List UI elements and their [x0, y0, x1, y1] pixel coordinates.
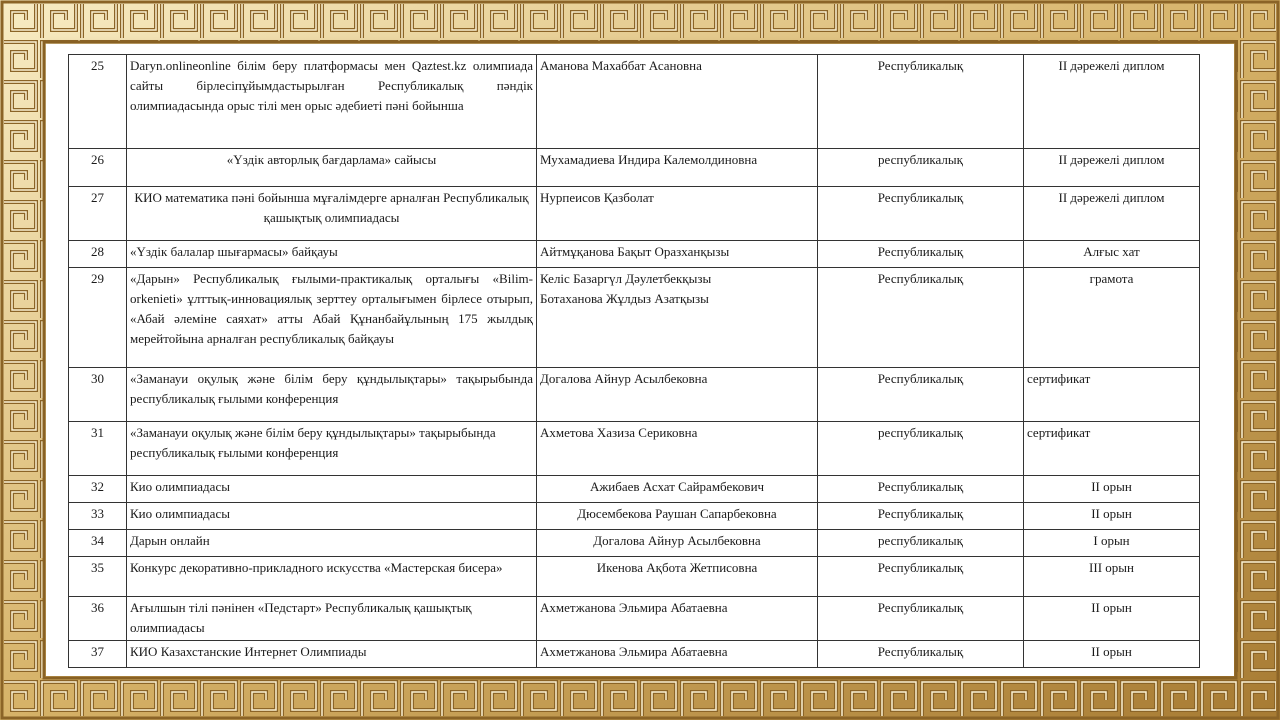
participant-name: Догалова Айнур Асылбековна	[537, 530, 818, 557]
award-result: II орын	[1024, 597, 1200, 641]
row-number: 37	[69, 641, 127, 668]
event-name: Дарын онлайн	[127, 530, 537, 557]
participant-name: Догалова Айнур Асылбековна	[537, 368, 818, 422]
event-name: Конкурс декоративно-прикладного искусства «Мастерская бисера»	[127, 557, 537, 597]
award-result: I орын	[1024, 530, 1200, 557]
participant-name: Келіс Базаргүл Дәулетбекқызы	[540, 271, 712, 286]
event-level: республикалық	[818, 422, 1024, 476]
event-name: «Заманауи оқулық және білім беру құндылықтары» тақырыбында республикалық ғылыми конференция	[127, 368, 537, 422]
award-result: II дәрежелі диплом	[1024, 55, 1200, 149]
event-level: Республикалық	[818, 476, 1024, 503]
event-name: «Үздік авторлық бағдарлама» сайысы	[127, 149, 537, 187]
row-number: 36	[69, 597, 127, 641]
event-name: Кио олимпиадасы	[127, 503, 537, 530]
row-number: 30	[69, 368, 127, 422]
event-level: Республикалық	[818, 187, 1024, 241]
event-level: республикалық	[818, 149, 1024, 187]
award-result: сертификат	[1024, 368, 1200, 422]
award-result: сертификат	[1024, 422, 1200, 476]
row-number: 33	[69, 503, 127, 530]
event-level: Республикалық	[818, 557, 1024, 597]
participant-name: Икенова Ақбота Жетписовна	[537, 557, 818, 597]
table-row	[69, 149, 1200, 187]
table-row	[69, 422, 1200, 476]
event-level: Республикалық	[818, 641, 1024, 668]
row-number: 34	[69, 530, 127, 557]
event-name: Кио олимпиадасы	[127, 476, 537, 503]
table-row	[69, 368, 1200, 422]
participant-name: Дюсембекова Раушан Сапарбековна	[537, 503, 818, 530]
award-result: Алғыс хат	[1024, 241, 1200, 268]
award-result: II дәрежелі диплом	[1024, 187, 1200, 241]
table-row	[69, 55, 1200, 149]
table-row	[69, 641, 1200, 668]
row-number: 27	[69, 187, 127, 241]
event-level: Республикалық	[818, 503, 1024, 530]
row-number: 26	[69, 149, 127, 187]
row-number: 31	[69, 422, 127, 476]
participant-name: Ахметжанова Эльмира Абатаевна	[537, 597, 818, 641]
table-row	[69, 557, 1200, 597]
table-row	[69, 241, 1200, 268]
event-name: КИО математика пәні бойынша мұғалімдерге арналған Республикалық қашықтық олимпиадасы	[127, 187, 537, 241]
row-number: 35	[69, 557, 127, 597]
row-number: 25	[69, 55, 127, 149]
event-name: Ағылшын тілі пәнінен «Педстарт» Республикалық қашықтық олимпиадасы	[127, 597, 537, 641]
event-name: Daryn.onlineonline білім беру платформасы мен Qaztest.kz олимпиада сайты бірлесіпұйымдастырылған Республикалық пәндік олимпиадасында орыс тілі мен орыс әдебиеті пәні бойынша	[127, 55, 537, 149]
participant-name: Ажибаев Асхат Сайрамбекович	[537, 476, 818, 503]
event-level: Республикалық	[818, 241, 1024, 268]
participant-name: Ботаханова Жұлдыз Азатқызы	[540, 291, 709, 306]
table-row	[69, 187, 1200, 241]
row-number: 28	[69, 241, 127, 268]
participant-name: Айтмұқанова Бақыт Оразханқызы	[537, 241, 818, 268]
event-name: «Заманауи оқулық және білім беру құндылықтары» тақырыбында республикалық ғылыми конференция	[127, 422, 537, 476]
event-level: Республикалық	[818, 597, 1024, 641]
table-row	[69, 503, 1200, 530]
award-result: II орын	[1024, 503, 1200, 530]
participant-name: Мухамадиева Индира Калемолдиновна	[537, 149, 818, 187]
row-number: 29	[69, 268, 127, 368]
participant-name: Ахметжанова Эльмира Абатаевна	[537, 641, 818, 668]
participant-name: Аманова Махаббат Асановна	[537, 55, 818, 149]
table-row	[69, 476, 1200, 503]
table-row	[69, 530, 1200, 557]
event-level: Республикалық	[818, 368, 1024, 422]
award-result: грамота	[1024, 268, 1200, 368]
event-level: Республикалық	[818, 55, 1024, 149]
event-name: «Дарын» Республикалық ғылыми-практикалық орталығы «Bilim-orkenieti» ұлттық-инновациялық зерттеу орталығымен бірлесе отырып, «Абай әлеміне саяхат» атты Абай Құнанбайұлының 175 жылдық мерейтойына арналған республикалық байқауы	[127, 268, 537, 368]
award-result: II дәрежелі диплом	[1024, 149, 1200, 187]
participant-names	[537, 268, 818, 368]
row-number: 32	[69, 476, 127, 503]
table-row	[69, 268, 1200, 368]
award-result: II орын	[1024, 641, 1200, 668]
award-result: II орын	[1024, 476, 1200, 503]
participant-name: Нурпеисов Қазболат	[537, 187, 818, 241]
table-row	[69, 597, 1200, 641]
event-name: «Үздік балалар шығармасы» байқауы	[127, 241, 537, 268]
participant-name: Ахметова Хазиза Сериковна	[537, 422, 818, 476]
awards-table	[68, 54, 1200, 668]
award-result: III орын	[1024, 557, 1200, 597]
event-level: республикалық	[818, 530, 1024, 557]
event-level: Республикалық	[818, 268, 1024, 368]
event-name: КИО Казахстанские Интернет Олимпиады	[127, 641, 537, 668]
